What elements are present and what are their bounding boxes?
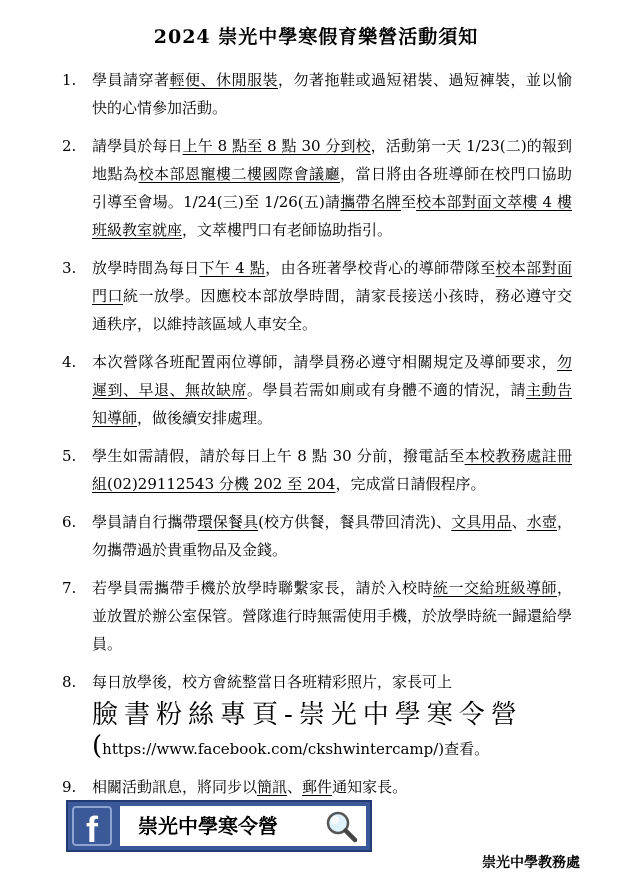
text-segment: 、: [511, 513, 527, 531]
text-segment: 至: [400, 193, 417, 211]
item-number: 8.: [62, 673, 77, 691]
emphasized-text: 下午 4 點: [199, 259, 266, 277]
facebook-page-title: 臉書粉絲專頁-崇光中學寒令營: [92, 700, 523, 730]
text-segment: 通知家長。: [332, 778, 408, 796]
emphasized-text: 主動告知導師: [92, 381, 572, 427]
item-number: 3.: [62, 259, 77, 277]
text-segment: ，勿攜帶過於貴重物品及金錢。: [92, 513, 572, 559]
notice-item: [62, 132, 572, 244]
facebook-url-line: [92, 732, 572, 763]
issuer-signature: 崇光中學教務處: [482, 855, 580, 871]
text-segment: 相關活動訊息，將同步以: [92, 778, 258, 796]
text-segment: (校方供餐，餐具帶回清洗)、: [258, 513, 452, 531]
text-segment: ，做後續安排處理。: [137, 409, 273, 427]
text-segment: 、: [287, 778, 303, 796]
item-text: [92, 348, 572, 432]
text-segment: ，活動第一天 1/23(二)的報到地點為: [92, 137, 572, 183]
emphasized-text: 簡訊: [257, 778, 288, 796]
notice-item: [62, 668, 572, 763]
item-text: [92, 132, 572, 244]
notice-item: [62, 574, 572, 658]
notice-item: [62, 508, 572, 564]
item-number: 6.: [62, 513, 77, 531]
item-number: 2.: [62, 137, 77, 155]
item-text: [92, 254, 572, 338]
notice-item: [62, 66, 572, 122]
item-text: [92, 442, 572, 498]
emphasized-text: 輕便、休閒服裝: [169, 71, 278, 89]
text-segment: 本次營隊各班配置兩位導師，請學員務必遵守相關規定及導師要求，: [92, 353, 557, 371]
item-number: 1.: [62, 71, 77, 89]
notice-item: [62, 442, 572, 498]
text-segment: 。學員若需如廁或有身體不適的情況，請: [247, 381, 526, 399]
text-segment: ，由各班著學校背心的導師帶隊至: [265, 259, 496, 277]
item-text: [92, 508, 572, 564]
emphasized-text: 水壺: [526, 513, 557, 531]
item-text: [92, 668, 572, 763]
banner-label: 崇光中學寒令營: [138, 814, 278, 838]
text-segment: 放學時間為每日: [92, 259, 200, 277]
item-text: [92, 773, 572, 801]
notice-item: [62, 348, 572, 432]
emphasized-text: 文具用品: [451, 513, 512, 531]
text-segment: 請學員於每日: [92, 137, 183, 155]
item-number: 4.: [62, 353, 77, 371]
item-text: [92, 574, 572, 658]
text-segment: ，勿著拖鞋或過短裙裝、過短褲裝，並以愉快的心情參加活動。: [92, 71, 572, 117]
emphasized-text: 校本部對面文萃樓 4 樓班級教室就座: [92, 193, 572, 239]
emphasized-text: 郵件: [302, 778, 333, 796]
emphasized-text: 本校教務處註冊組(02)29112543 分機 202 至 204: [92, 447, 572, 493]
text-segment: 每日放學後，校方會統整當日各班精彩照片，家長可上: [92, 673, 453, 691]
facebook-icon: f: [72, 806, 112, 846]
search-icon: [324, 809, 358, 843]
emphasized-text: 上午 8 點至 8 點 30 分到校: [182, 137, 371, 155]
notice-list: [62, 66, 572, 811]
notice-item: [62, 773, 572, 801]
page-title: 2024 崇光中學寒假育樂營活動須知: [153, 26, 479, 48]
emphasized-text: 校本部對面門口: [92, 259, 572, 305]
emphasized-text: 攜帶名牌: [340, 193, 401, 211]
emphasized-text: 統一交給班級導師: [432, 579, 557, 597]
item-number: 9.: [62, 778, 77, 796]
banner-label-box: [120, 806, 366, 846]
text-segment: 學員請自行攜帶: [92, 513, 198, 531]
item-number: 7.: [62, 579, 77, 597]
text-segment: 學生如需請假，請於每日上午 8 點 30 分前，撥電話至: [92, 447, 465, 465]
text-segment: ，當日將由各班導師在校門口協助引導至會場。1/24(三)至 1/26(五)請: [92, 165, 572, 211]
item-number: 5.: [62, 447, 77, 465]
emphasized-text: 勿遲到、早退、無故缺席: [92, 353, 572, 399]
text-segment: 若學員需攜帶手機於放學時聯繫家長，請於入校時: [92, 579, 433, 597]
text-segment: 統一放學。因應校本部放學時間，請家長接送小孩時，務必遵守交通秩序，以維持該區域人車安全。: [92, 287, 572, 333]
notice-item: [62, 254, 572, 338]
text-segment: ，並放置於辦公室保管。營隊進行時無需使用手機，於放學時統一歸還給學員。: [92, 579, 573, 653]
text-segment: ，文萃樓門口有老師協助指引。: [182, 221, 393, 239]
emphasized-text: 校本部恩寵樓二樓國際會議廳: [138, 165, 340, 183]
item-text: [92, 66, 572, 122]
text-segment: 學員請穿著: [92, 71, 170, 89]
facebook-url[interactable]: https://www.facebook.com/ckshwintercamp/)查看。: [102, 740, 490, 758]
facebook-banner[interactable]: [66, 800, 372, 852]
open-paren: (: [92, 731, 103, 761]
emphasized-text: 環保餐具: [197, 513, 259, 531]
text-segment: ，完成當日請假程序。: [335, 475, 486, 493]
